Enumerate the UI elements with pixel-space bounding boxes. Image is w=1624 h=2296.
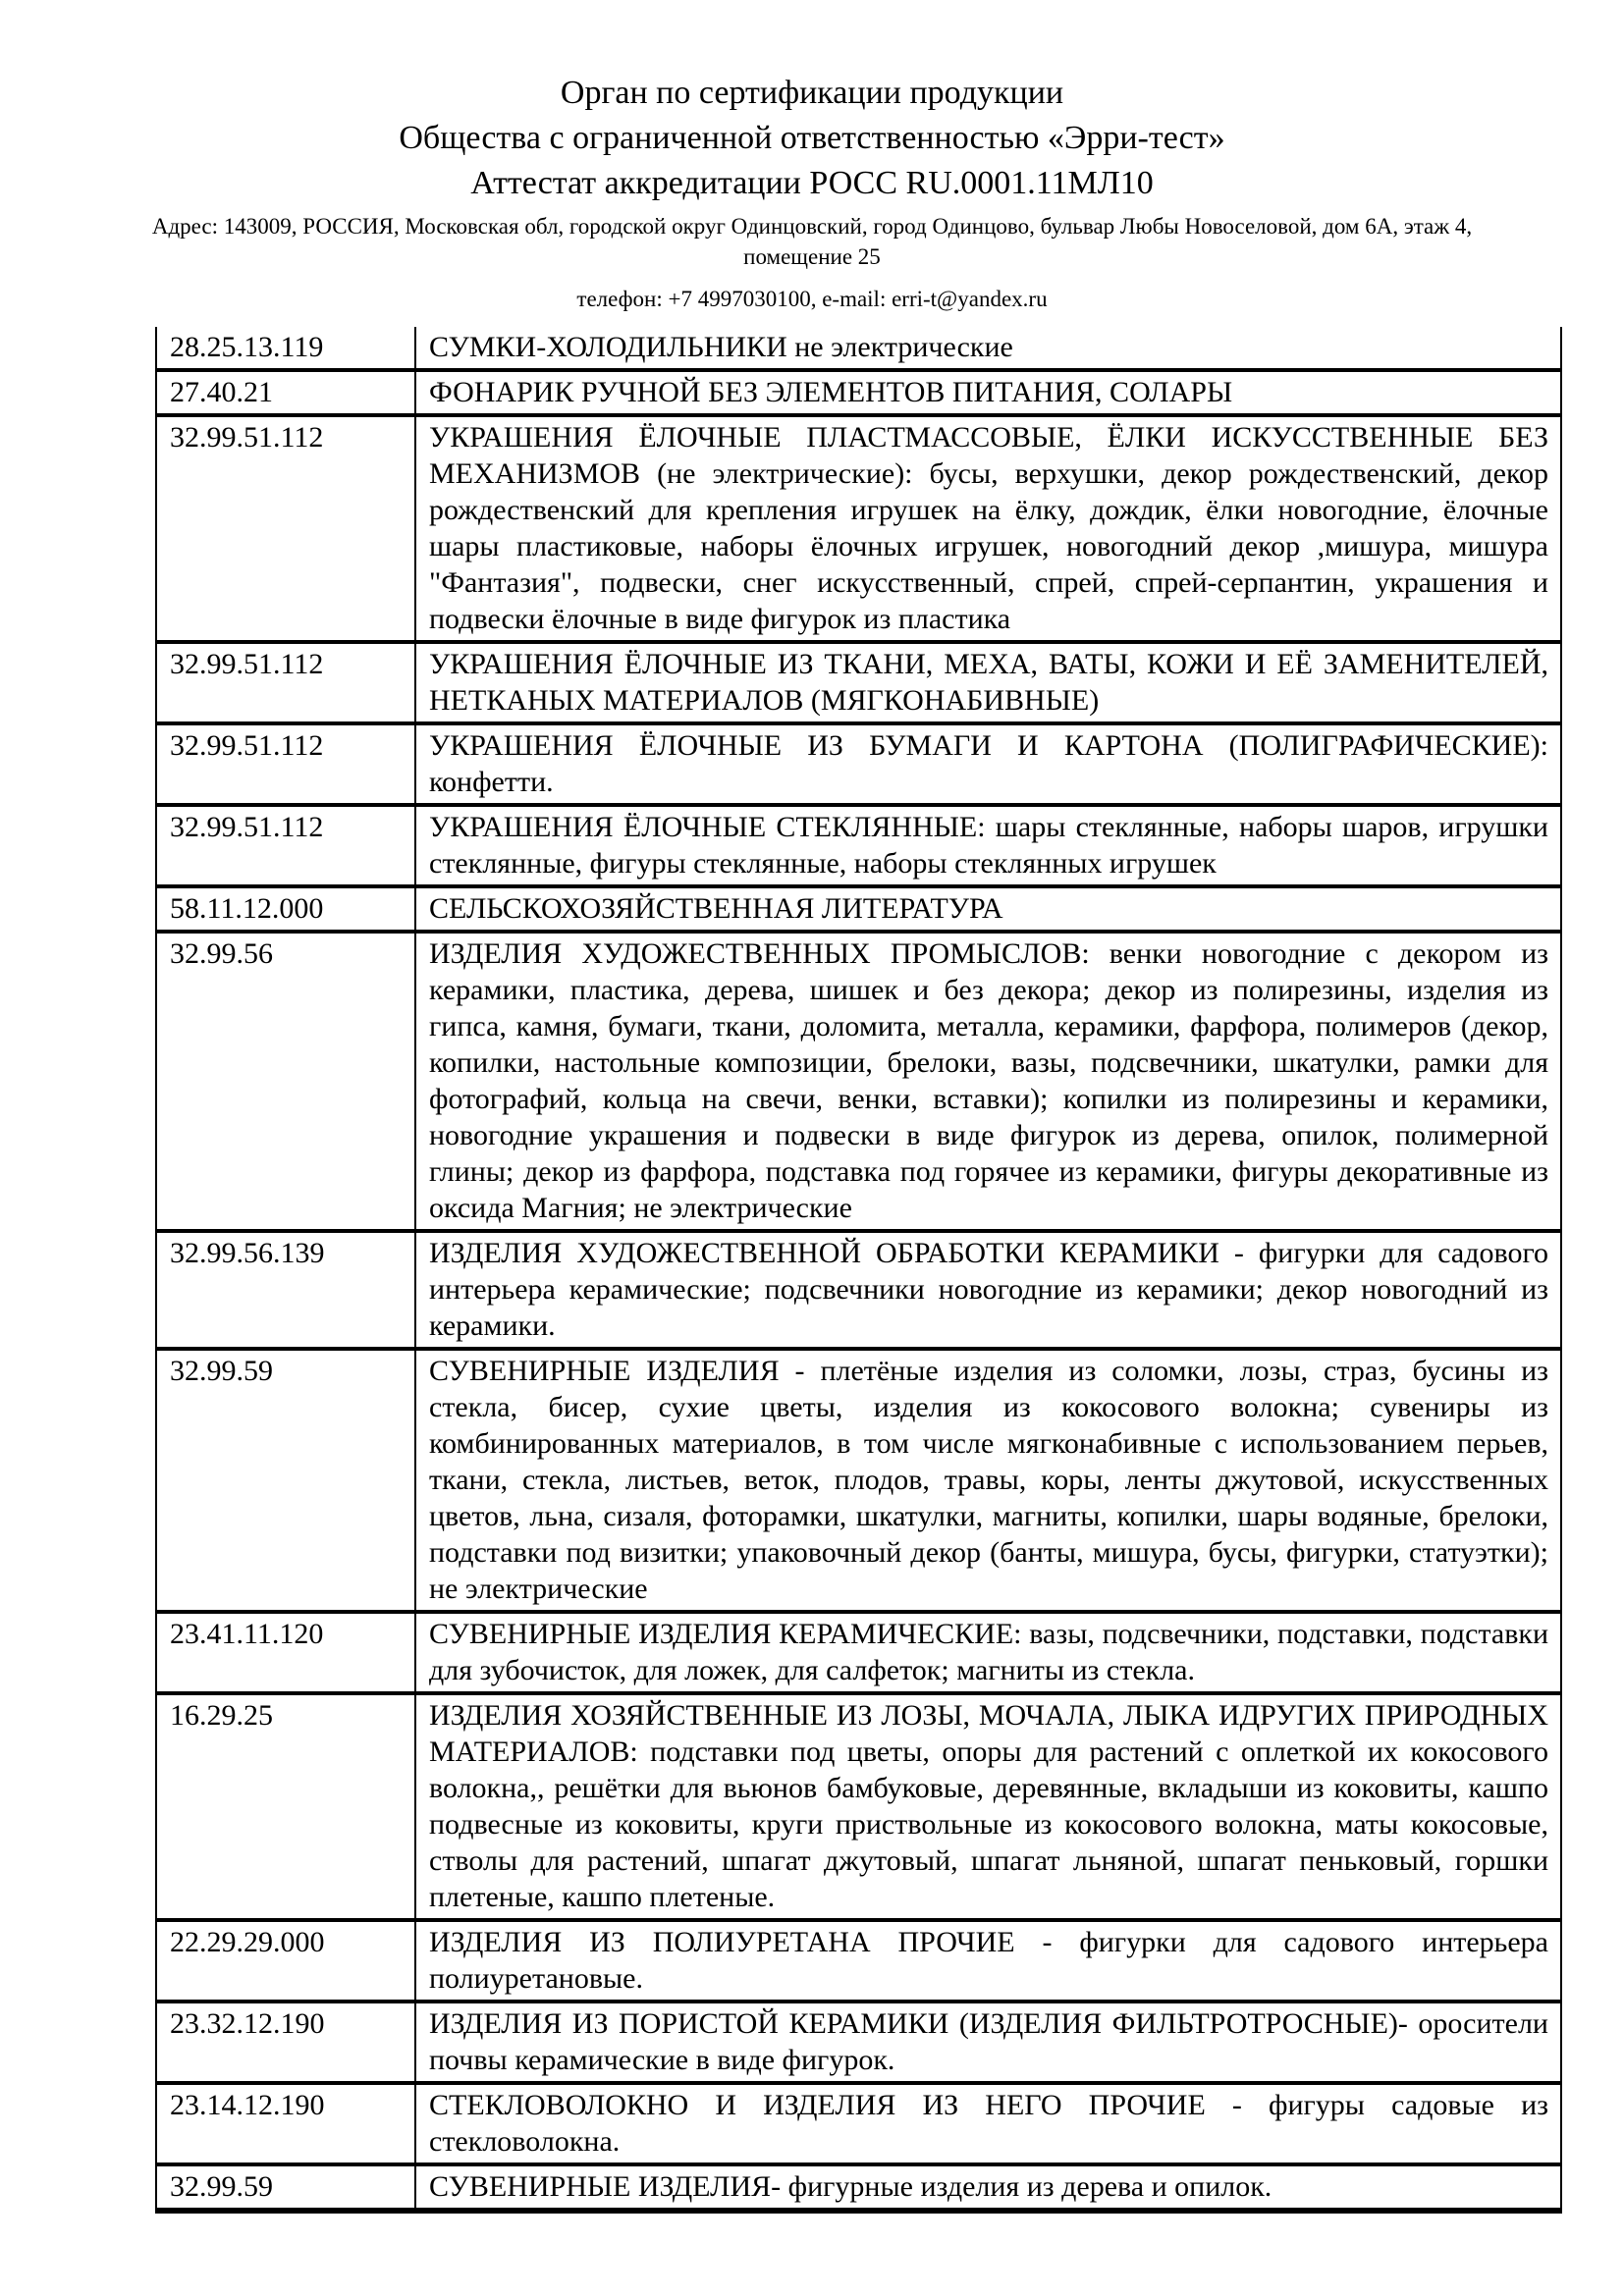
description-cell: СУМКИ-ХОЛОДИЛЬНИКИ не электрические bbox=[415, 327, 1561, 370]
table-row bbox=[156, 932, 1561, 1231]
description-cell: ИЗДЕЛИЯ ИЗ ПОЛИУРЕТАНА ПРОЧИЕ - фигурки для садового интерьера полиуретановые. bbox=[415, 1920, 1561, 2002]
table-row bbox=[156, 1349, 1561, 1612]
table-row bbox=[156, 2002, 1561, 2083]
org-address-line-2: помещение 25 bbox=[743, 244, 881, 269]
description-cell: УКРАШЕНИЯ ЁЛОЧНЫЕ ИЗ БУМАГИ И КАРТОНА (ПОЛИГРАФИЧЕСКИЕ): конфетти. bbox=[415, 723, 1561, 805]
code-cell: 32.99.51.112 bbox=[156, 642, 415, 723]
code-cell: 28.25.13.119 bbox=[156, 327, 415, 370]
description-cell: УКРАШЕНИЯ ЁЛОЧНЫЕ СТЕКЛЯННЫЕ: шары стеклянные, наборы шаров, игрушки стеклянные, фигуры стеклянные, наборы стеклянных игрушек bbox=[415, 805, 1561, 886]
table-row bbox=[156, 1920, 1561, 2002]
document-header bbox=[0, 0, 1624, 314]
code-cell: 32.99.51.112 bbox=[156, 805, 415, 886]
org-address-line-1: Адрес: 143009, РОССИЯ, Московская обл, городской округ Одинцовский, город Одинцово, бульвар Любы Новоселовой, дом 6А, этаж 4, bbox=[151, 214, 1473, 239]
description-cell: ИЗДЕЛИЯ ИЗ ПОРИСТОЙ КЕРАМИКИ (ИЗДЕЛИЯ ФИЛЬТРОТРОСНЫЕ)- оросители почвы керамические в виде фигурок. bbox=[415, 2002, 1561, 2083]
description-cell: СТЕКЛОВОЛОКНО И ИЗДЕЛИЯ ИЗ НЕГО ПРОЧИЕ - фигуры садовые из стекловолокна. bbox=[415, 2083, 1561, 2164]
table-row bbox=[156, 1612, 1561, 1693]
product-table-body bbox=[156, 327, 1561, 2211]
code-cell: 32.99.56.139 bbox=[156, 1231, 415, 1349]
table-row bbox=[156, 370, 1561, 415]
table-row bbox=[156, 886, 1561, 932]
code-cell: 23.41.11.120 bbox=[156, 1612, 415, 1693]
table-row bbox=[156, 2083, 1561, 2164]
description-cell: СУВЕНИРНЫЕ ИЗДЕЛИЯ - плетёные изделия из соломки, лозы, страз, бусины из стекла, бисер, сухие цветы, изделия из кокосового волокна; сувениры из комбинированных материалов, в том числе мягконабивные с использованием перьев, ткани, стекла, листьев, веток, плодов, травы, коры, ленты джутовой, искусственных цветов, льна, сизаля, фоторамки, шкатулки, магниты, копилки, шары водяные, брелоки, подставки под визитки; упаковочный декор (банты, мишура, бусы, фигурки, статуэтки); не электрические bbox=[415, 1349, 1561, 1612]
code-cell: 23.32.12.190 bbox=[156, 2002, 415, 2083]
table-row bbox=[156, 1693, 1561, 1920]
code-cell: 16.29.25 bbox=[156, 1693, 415, 1920]
description-cell: СУВЕНИРНЫЕ ИЗДЕЛИЯ КЕРАМИЧЕСКИЕ: вазы, подсвечники, подставки, подставки для зубочисток, для ложек, для салфеток; магниты из стекла. bbox=[415, 1612, 1561, 1693]
description-cell: ИЗДЕЛИЯ ХОЗЯЙСТВЕННЫЕ ИЗ ЛОЗЫ, МОЧАЛА, ЛЫКА ИДРУГИХ ПРИРОДНЫХ МАТЕРИАЛОВ: подставки под цветы, опоры для растений с оплеткой их кокосового волокна,, решётки для вьюнов бамбуковые, деревянные, вкладыши из коковиты, кашпо подвесные из коковиты, круги приствольные из кокосового волокна, маты кокосовые, стволы для растений, шпагат джутовый, шпагат льняной, шпагат пеньковый, горшки плетеные, кашпо плетеные. bbox=[415, 1693, 1561, 1920]
table-row bbox=[156, 723, 1561, 805]
description-cell: СЕЛЬСКОХОЗЯЙСТВЕННАЯ ЛИТЕРАТУРА bbox=[415, 886, 1561, 932]
table-row bbox=[156, 2164, 1561, 2211]
org-contact-line: телефон: +7 4997030100, e-mail: erri-t@yandex.ru bbox=[576, 287, 1048, 311]
description-cell: ФОНАРИК РУЧНОЙ БЕЗ ЭЛЕМЕНТОВ ПИТАНИЯ, СОЛАРЫ bbox=[415, 370, 1561, 415]
code-cell: 32.99.56 bbox=[156, 932, 415, 1231]
org-title-line-2: Общества с ограниченной ответственностью «Эрри-тест» bbox=[399, 120, 1225, 156]
description-cell: УКРАШЕНИЯ ЁЛОЧНЫЕ ИЗ ТКАНИ, МЕХА, ВАТЫ, КОЖИ И ЕЁ ЗАМЕНИТЕЛЕЙ, НЕТКАНЫХ МАТЕРИАЛОВ (МЯГКОНАБИВНЫЕ) bbox=[415, 642, 1561, 723]
code-cell: 32.99.51.112 bbox=[156, 415, 415, 642]
product-codes-table bbox=[155, 327, 1562, 2214]
code-cell: 32.99.59 bbox=[156, 2164, 415, 2211]
description-cell: СУВЕНИРНЫЕ ИЗДЕЛИЯ- фигурные изделия из дерева и опилок. bbox=[415, 2164, 1561, 2211]
table-row bbox=[156, 1231, 1561, 1349]
description-cell: ИЗДЕЛИЯ ХУДОЖЕСТВЕННЫХ ПРОМЫСЛОВ: венки новогодние с декором из керамики, пластика, дерева, шишек и без декора; декор из полирезины, изделия из гипса, камня, бумаги, ткани, доломита, металла, керамики, фарфора, полимеров (декор, копилки, настольные композиции, брелоки, вазы, подсвечники, шкатулки, рамки для фотографий, кольца на свечи, венки, вставки); копилки из полирезины и керамики, новогодние украшения и подвески в виде фигурок из дерева, опилок, полимерной глины; декор из фарфора, подставка под горячее из керамики, фигуры декоративные из оксида Магния; не электрические bbox=[415, 932, 1561, 1231]
code-cell: 22.29.29.000 bbox=[156, 1920, 415, 2002]
table-row bbox=[156, 327, 1561, 370]
code-cell: 32.99.59 bbox=[156, 1349, 415, 1612]
description-cell: УКРАШЕНИЯ ЁЛОЧНЫЕ ПЛАСТМАССОВЫЕ, ЁЛКИ ИСКУССТВЕННЫЕ БЕЗ МЕХАНИЗМОВ (не электрические): бусы, верхушки, декор рождественский, декор рождественский для крепления игрушек на ёлку, дождик, ёлки новогодние, ёлочные шары пластиковые, наборы ёлочных игрушек, новогодний декор ,мишура, мишура "Фантазия", подвески, снег искусственный, спрей, спрей-серпантин, украшения и подвески ёлочные в виде фигурок из пластика bbox=[415, 415, 1561, 642]
org-title-line-1: Орган по сертификации продукции bbox=[560, 75, 1064, 111]
code-cell: 58.11.12.000 bbox=[156, 886, 415, 932]
table-row bbox=[156, 415, 1561, 642]
table-row bbox=[156, 642, 1561, 723]
code-cell: 27.40.21 bbox=[156, 370, 415, 415]
code-cell: 23.14.12.190 bbox=[156, 2083, 415, 2164]
org-title-line-3: Аттестат аккредитации РОСС RU.0001.11МЛ10 bbox=[470, 165, 1154, 201]
description-cell: ИЗДЕЛИЯ ХУДОЖЕСТВЕННОЙ ОБРАБОТКИ КЕРАМИКИ - фигурки для садового интерьера керамические; подсвечники новогодние из керамики; декор новогодний из керамики. bbox=[415, 1231, 1561, 1349]
code-cell: 32.99.51.112 bbox=[156, 723, 415, 805]
table-row bbox=[156, 805, 1561, 886]
org-address-block bbox=[0, 211, 1624, 272]
